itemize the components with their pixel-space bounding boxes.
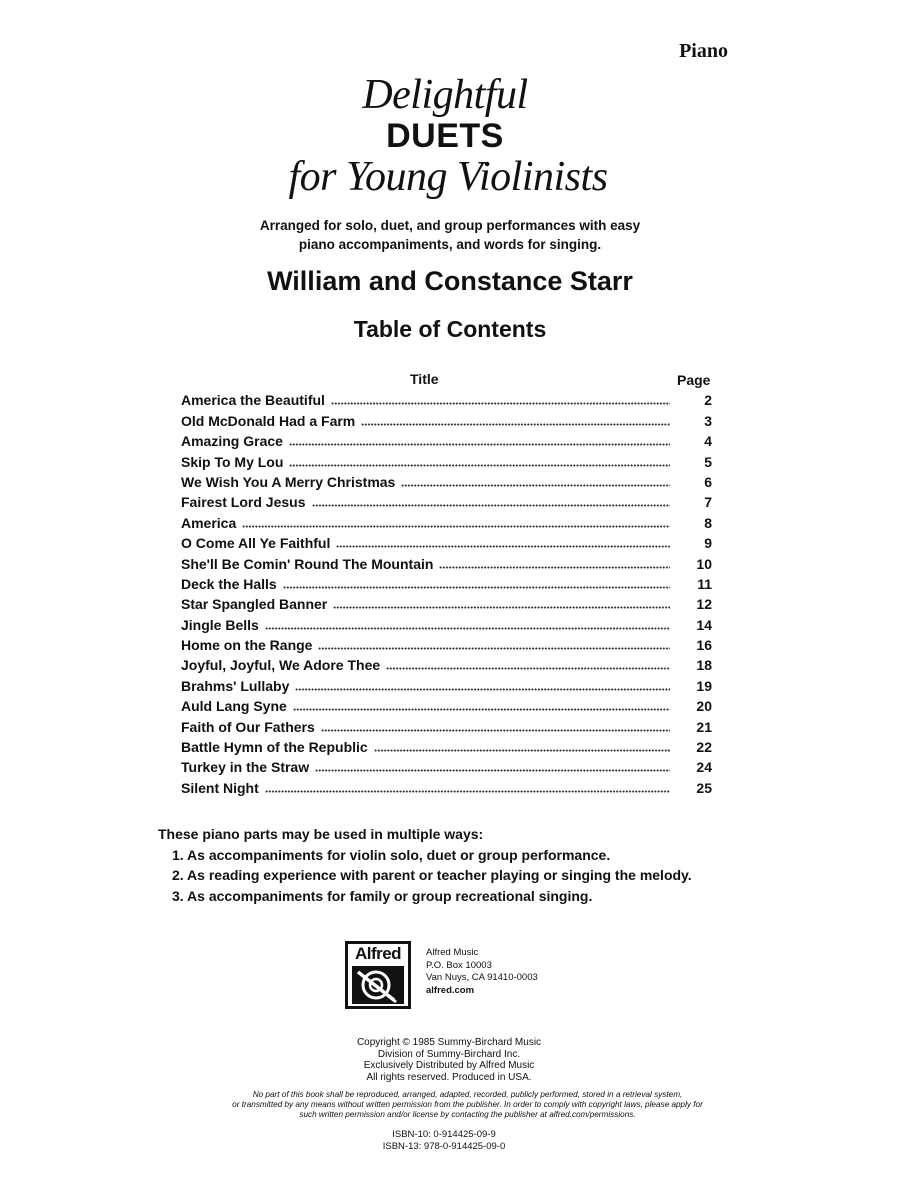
copyright-line: Exclusively Distributed by Alfred Music bbox=[363, 1060, 535, 1071]
toc-entry-title: Joyful, Joyful, We Adore Thee bbox=[181, 657, 381, 674]
toc-entry bbox=[181, 675, 712, 695]
publisher-url[interactable]: alfred.com bbox=[426, 984, 475, 996]
subtitle-line-2: piano accompaniments, and words for singing. bbox=[298, 237, 602, 252]
toc-entry-title: Fairest Lord Jesus bbox=[181, 494, 306, 511]
authors: William and Constance Starr bbox=[267, 266, 633, 296]
toc-entry-page: 6 bbox=[704, 473, 712, 490]
toc-entry-page: 10 bbox=[696, 555, 712, 572]
toc-entry-page: 14 bbox=[696, 616, 712, 633]
toc-entry-title: Old McDonald Had a Farm bbox=[181, 412, 356, 429]
toc-entry-page: 18 bbox=[696, 657, 712, 674]
copyright-line: All rights reserved. Produced in USA. bbox=[366, 1071, 532, 1083]
toc-entry-page: 11 bbox=[697, 575, 712, 592]
toc-entry-page: 4 bbox=[704, 433, 712, 450]
toc-entry bbox=[181, 431, 712, 451]
toc-entry-page: 22 bbox=[696, 739, 712, 756]
toc-entry bbox=[181, 492, 712, 512]
toc-entry bbox=[181, 533, 712, 553]
toc-leader-dots bbox=[289, 455, 670, 467]
toc-leader-dots bbox=[401, 475, 670, 487]
notes-intro: These piano parts may be used in multiple ways: bbox=[158, 826, 484, 842]
toc-entry-title: Auld Lang Syne bbox=[181, 698, 287, 715]
toc-leader-dots bbox=[312, 495, 671, 507]
toc-leader-dots bbox=[265, 618, 670, 630]
subtitle-line-1: Arranged for solo, duet, and group performances with easy bbox=[259, 218, 641, 233]
toc-entry bbox=[181, 390, 712, 410]
usage-notes bbox=[158, 824, 692, 906]
toc-entry bbox=[181, 512, 712, 532]
toc-entry bbox=[181, 410, 712, 430]
toc-leader-dots bbox=[321, 720, 670, 732]
legal-line: such written permission and/or license by contacting the publisher at alfred.com/permissions. bbox=[299, 1110, 636, 1119]
copyright bbox=[0, 1037, 899, 1083]
toc-entry bbox=[181, 696, 712, 716]
toc-entry-title: Faith of Our Fathers bbox=[181, 718, 315, 735]
toc-leader-dots bbox=[331, 393, 670, 405]
toc-entry-title: Amazing Grace bbox=[181, 433, 283, 450]
copyright-line: Division of Summy-Birchard Inc. bbox=[377, 1048, 521, 1060]
toc-entry-page: 20 bbox=[696, 698, 712, 715]
toc-entry-title: Home on the Range bbox=[181, 637, 313, 654]
notes-item: 1. As accompaniments for violin solo, duet or group performance. bbox=[172, 846, 611, 863]
toc-heading: Table of Contents bbox=[353, 316, 547, 342]
publisher-name: Alfred Music bbox=[426, 947, 479, 958]
toc-entry-page: 2 bbox=[704, 392, 712, 409]
toc-entry-title: Silent Night bbox=[181, 779, 259, 796]
toc-leader-dots bbox=[242, 516, 670, 528]
toc-column-page: Page bbox=[677, 372, 711, 388]
toc-entry-page: 12 bbox=[696, 596, 712, 613]
alfred-logo bbox=[345, 941, 411, 1009]
toc-leader-dots bbox=[374, 740, 670, 752]
book-title bbox=[0, 72, 900, 200]
toc-entry-title: Brahms' Lullaby bbox=[181, 677, 290, 694]
toc-entry-title: She'll Be Comin' Round The Mountain bbox=[181, 555, 434, 572]
isbn-block bbox=[0, 1129, 894, 1152]
toc-entry-page: 5 bbox=[704, 453, 712, 470]
toc-entry-page: 24 bbox=[696, 759, 712, 776]
toc-entry bbox=[181, 777, 712, 797]
toc-leader-dots bbox=[315, 760, 670, 772]
isbn-10: ISBN-10: 0-914425-09-9 bbox=[392, 1129, 496, 1140]
title-line-2: DUETS bbox=[386, 117, 504, 155]
legal-line: No part of this book shall be reproduced, arranged, adapted, recorded, publicly performed, stored in a retrieval system, bbox=[252, 1090, 683, 1099]
toc-entry-title: Turkey in the Straw bbox=[181, 759, 310, 776]
toc-entry bbox=[181, 757, 712, 777]
toc-leader-dots bbox=[336, 536, 670, 548]
toc-entry-page: 25 bbox=[696, 779, 712, 796]
toc-entry-page: 8 bbox=[704, 514, 712, 531]
toc-leader-dots bbox=[333, 597, 670, 609]
part-label: Piano bbox=[679, 40, 728, 62]
toc-entry-page: 16 bbox=[696, 637, 712, 654]
toc-leader-dots bbox=[318, 638, 670, 650]
toc-entry-page: 19 bbox=[696, 677, 712, 694]
toc-leader-dots bbox=[439, 557, 670, 569]
copyright-line: Copyright © 1985 Summy-Birchard Music bbox=[356, 1037, 542, 1048]
title-line-3: for Young Violinists bbox=[288, 154, 608, 200]
notes-list bbox=[158, 845, 692, 907]
legal-line: or transmitted by any means without written permission from the publisher. In order to comply with copyright laws, please apply for bbox=[232, 1100, 703, 1109]
notes-item: 2. As reading experience with parent or teacher playing or singing the melody. bbox=[172, 867, 692, 883]
toc-entry bbox=[181, 594, 712, 614]
toc-entry bbox=[181, 553, 712, 573]
toc-leader-dots bbox=[283, 577, 670, 589]
publisher-po-box: P.O. Box 10003 bbox=[426, 959, 492, 971]
logo-text: Alfred bbox=[354, 944, 402, 963]
toc-entry-page: 21 bbox=[696, 718, 712, 735]
toc-entry bbox=[181, 635, 712, 655]
toc-entry bbox=[181, 451, 712, 471]
toc-leader-dots bbox=[361, 414, 670, 426]
toc-entry-title: America the Beautiful bbox=[181, 392, 325, 409]
toc-entry bbox=[181, 655, 712, 675]
toc-entry-title: Battle Hymn of the Republic bbox=[181, 739, 368, 756]
notes-item: 3. As accompaniments for family or group recreational singing. bbox=[172, 887, 593, 904]
toc-entry bbox=[181, 716, 712, 736]
toc-leader-dots bbox=[289, 434, 670, 446]
toc-entry-title: Star Spangled Banner bbox=[181, 596, 328, 613]
title-line-1: Delightful bbox=[362, 72, 528, 118]
toc-entry bbox=[181, 574, 712, 594]
toc-entry-page: 7 bbox=[704, 494, 712, 511]
toc-leader-dots bbox=[386, 658, 670, 670]
subtitle bbox=[0, 216, 900, 254]
toc-entry bbox=[181, 614, 712, 634]
toc-entry-title: O Come All Ye Faithful bbox=[181, 535, 331, 552]
toc-entry bbox=[181, 472, 712, 492]
toc-leader-dots bbox=[295, 679, 670, 691]
toc-entry-title: Deck the Halls bbox=[181, 575, 277, 592]
legal-notice bbox=[170, 1090, 765, 1120]
toc-leader-dots bbox=[265, 781, 670, 793]
toc-entry-title: America bbox=[181, 514, 237, 531]
publisher-address bbox=[426, 947, 538, 997]
isbn-13: ISBN-13: 978-0-914425-09-0 bbox=[382, 1140, 506, 1152]
toc-entry bbox=[181, 737, 712, 757]
toc-entry-page: 3 bbox=[704, 412, 712, 429]
toc-entry-page: 9 bbox=[704, 535, 712, 552]
alfred-music-logo-icon bbox=[352, 966, 404, 1004]
toc-leader-dots bbox=[293, 699, 670, 711]
toc-entry-title: We Wish You A Merry Christmas bbox=[181, 473, 396, 490]
toc-entry-title: Skip To My Lou bbox=[181, 453, 284, 470]
publisher-city: Van Nuys, CA 91410-0003 bbox=[426, 972, 538, 983]
toc-list bbox=[181, 390, 712, 798]
toc-entry-title: Jingle Bells bbox=[181, 616, 259, 633]
toc-column-title: Title bbox=[410, 371, 439, 387]
